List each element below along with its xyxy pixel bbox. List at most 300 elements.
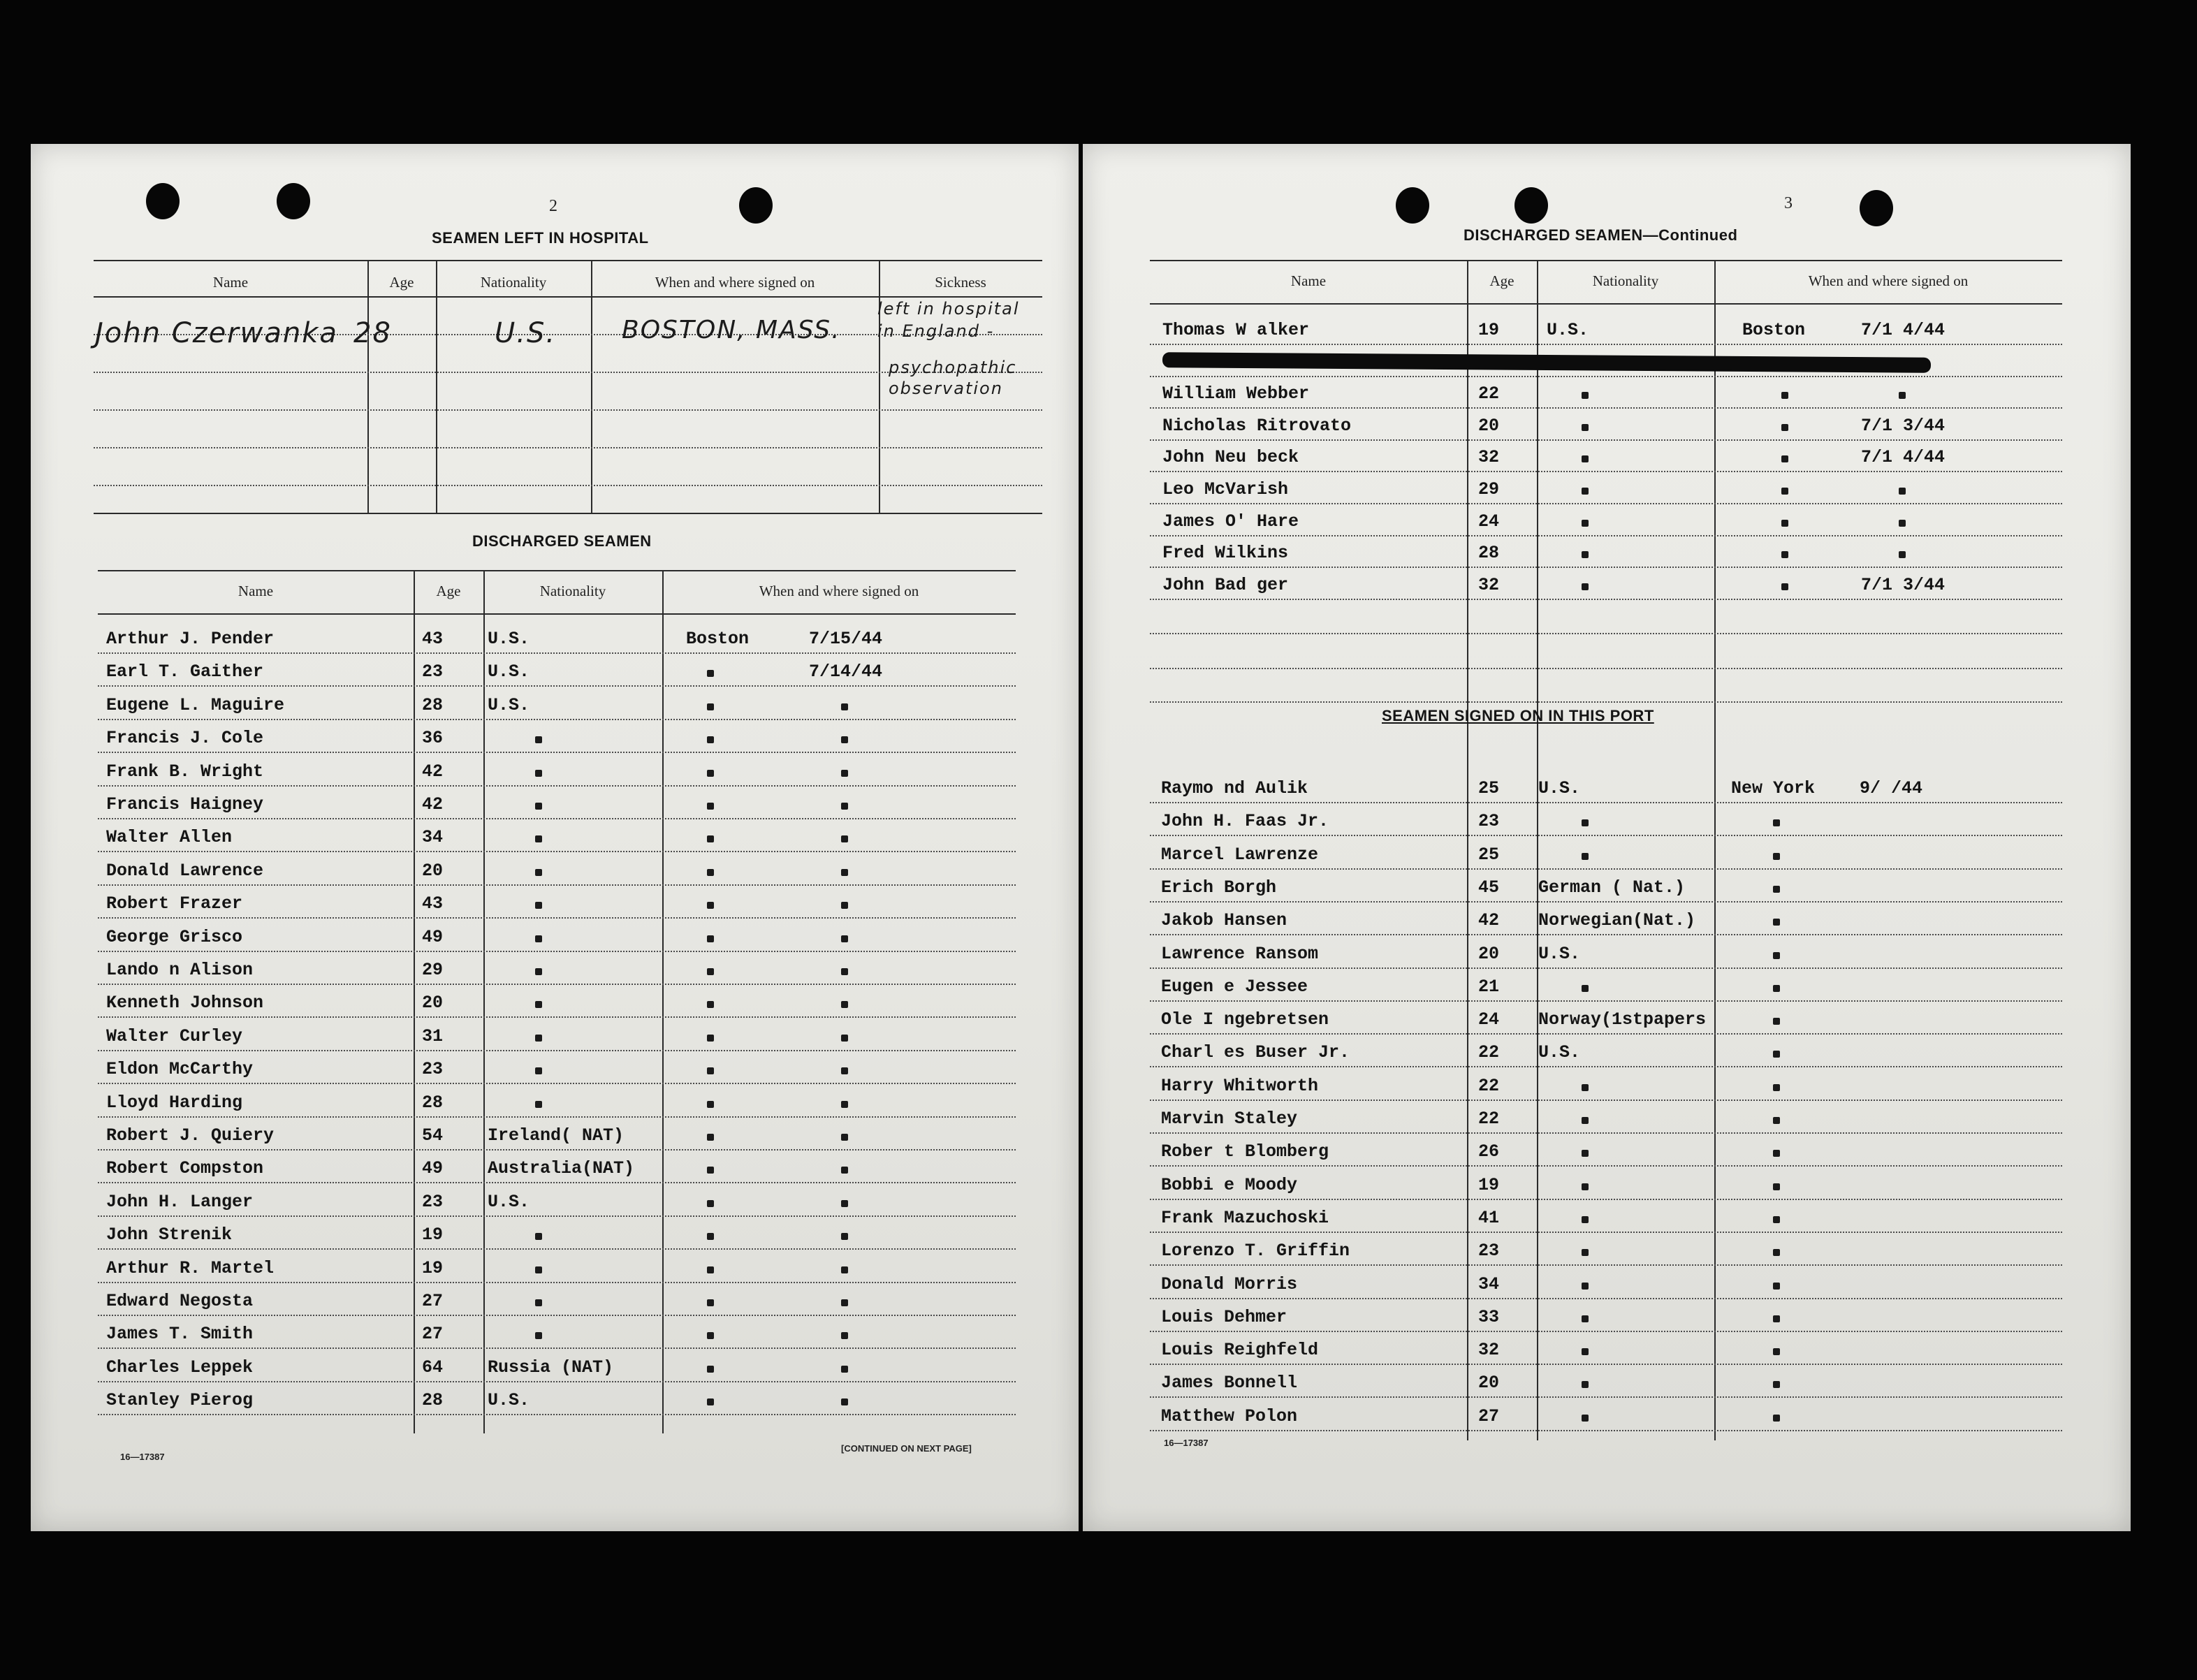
column-header: When and where signed on: [1808, 272, 1969, 289]
ditto-mark: [707, 1299, 714, 1306]
row-rule: [1150, 1033, 2062, 1035]
row-rule: [98, 917, 1016, 919]
row-rule: [98, 1414, 1016, 1415]
seaman-age: 28: [422, 1092, 444, 1113]
row-rule: [1150, 471, 2062, 472]
ditto-mark: [707, 935, 714, 942]
ditto-mark: [707, 803, 714, 810]
seaman-age: 49: [422, 1158, 444, 1179]
seaman-name: Kenneth Johnson: [106, 993, 264, 1014]
ditto-mark: [1773, 919, 1780, 926]
seaman-name: Jakob Hansen: [1161, 910, 1287, 931]
discharged-section-title: DISCHARGED SEAMEN: [472, 532, 652, 550]
ditto-mark: [535, 1332, 542, 1339]
ditto-mark: [535, 1233, 542, 1240]
row-rule: [1150, 599, 2062, 600]
column-header: When and where signed on: [759, 583, 919, 599]
ditto-mark: [1582, 1117, 1589, 1124]
seaman-name: Eugen e Jessee: [1161, 976, 1308, 997]
seaman-age: 29: [1478, 479, 1500, 499]
seaman-name: James T. Smith: [106, 1324, 254, 1345]
row-rule: [98, 1381, 1016, 1382]
punch-hole: [739, 187, 773, 224]
seaman-nationality: U.S.: [488, 1390, 530, 1411]
seaman-age: 64: [422, 1357, 444, 1378]
seaman-name: Eugene L. Maguire: [106, 694, 285, 715]
ditto-mark: [1773, 853, 1780, 860]
seaman-age: 54: [422, 1125, 444, 1146]
ditto-mark: [1582, 520, 1589, 527]
seaman-name: Raymo nd Aulik: [1161, 778, 1308, 798]
ditto-mark: [841, 935, 848, 942]
seaman-age: 25: [1478, 844, 1500, 865]
ditto-mark: [841, 1233, 848, 1240]
row-rule: [98, 1016, 1016, 1018]
punch-hole: [277, 183, 310, 219]
row-rule: [1150, 967, 2062, 969]
ditto-mark: [1773, 1216, 1780, 1223]
row-rule: [98, 1282, 1016, 1283]
column-header: Sickness: [935, 274, 986, 291]
ditto-mark: [1582, 1084, 1589, 1091]
ditto-mark: [1582, 1249, 1589, 1256]
seaman-nationality: U.S.: [488, 629, 530, 649]
ditto-mark: [535, 1266, 542, 1273]
ditto-mark: [1781, 520, 1788, 527]
seaman-age: 28: [422, 1390, 444, 1411]
ditto-mark: [841, 1001, 848, 1008]
punch-hole: [1396, 187, 1429, 224]
ditto-mark: [841, 869, 848, 876]
seaman-age: 23: [1478, 1241, 1500, 1262]
seaman-age: 32: [1478, 447, 1500, 468]
seaman-name: Erich Borgh: [1161, 877, 1277, 898]
row-rule: [98, 1182, 1016, 1183]
seaman-name: Walter Curley: [106, 1025, 243, 1046]
ditto-mark: [1773, 1315, 1780, 1322]
ditto-mark: [1582, 488, 1589, 495]
seaman-name: Robert Compston: [106, 1158, 264, 1179]
row-rule: [98, 1116, 1016, 1118]
ditto-mark: [1781, 455, 1788, 462]
seaman-nationality: U.S.: [488, 1191, 530, 1212]
hospital-entry-age: 28: [353, 317, 392, 349]
row-rule: [94, 409, 1042, 411]
ditto-mark: [707, 835, 714, 842]
seaman-age: 31: [422, 1025, 444, 1046]
ditto-mark: [1582, 583, 1589, 590]
seaman-age: 29: [422, 960, 444, 980]
signed-on-date: 7/14/44: [809, 662, 883, 682]
ditto-mark: [1773, 1084, 1780, 1091]
punch-hole: [1860, 190, 1893, 226]
row-rule: [98, 785, 1016, 787]
seaman-age: 20: [422, 993, 444, 1014]
ditto-mark: [1582, 985, 1589, 992]
discharged-cont-title: DISCHARGED SEAMEN—Continued: [1464, 226, 1738, 244]
seaman-age: 19: [1478, 1174, 1500, 1195]
column-divider: [414, 570, 415, 1433]
ditto-mark: [841, 835, 848, 842]
ditto-mark: [535, 835, 542, 842]
row-rule: [1150, 1364, 2062, 1365]
seaman-age: 22: [1478, 1042, 1500, 1063]
column-header: Nationality: [539, 583, 606, 599]
ditto-mark: [1582, 1348, 1589, 1355]
form-code: 16—17387: [1164, 1438, 1209, 1448]
seaman-nationality: Norway(1stpapers: [1538, 1009, 1707, 1030]
seaman-age: 34: [1478, 1273, 1500, 1294]
row-rule: [1150, 344, 2062, 345]
column-header: Name: [238, 583, 274, 599]
row-rule: [1150, 901, 2062, 903]
row-rule: [1150, 1264, 2062, 1266]
ditto-mark: [535, 1001, 542, 1008]
hospital-entry-name: John Czerwanka: [95, 317, 338, 349]
column-header: Age: [436, 583, 461, 599]
seaman-nationality: German ( Nat.): [1538, 877, 1686, 898]
column-header: Age: [1489, 272, 1514, 289]
row-rule: [1150, 535, 2062, 536]
ditto-mark: [1773, 1415, 1780, 1422]
row-rule: [1150, 1199, 2062, 1200]
ditto-mark: [1773, 1051, 1780, 1058]
sickness-line: observation: [889, 379, 1003, 398]
table-rule: [94, 260, 1042, 261]
seaman-name: Robert J. Quiery: [106, 1125, 275, 1146]
seaman-nationality: U.S.: [1538, 943, 1581, 964]
seaman-name: William Webber: [1162, 384, 1310, 404]
seaman-age: 23: [1478, 811, 1500, 832]
table-rule: [1150, 260, 2062, 261]
column-divider: [662, 570, 664, 1433]
ditto-mark: [707, 1233, 714, 1240]
seaman-name: John H. Faas Jr.: [1161, 811, 1329, 832]
seaman-name: Donald Lawrence: [106, 860, 264, 881]
ditto-mark: [707, 1167, 714, 1174]
seaman-name: Charl es Buser Jr.: [1161, 1042, 1350, 1063]
seaman-age: 23: [422, 1191, 444, 1212]
row-rule: [98, 752, 1016, 753]
sickness-line: psychopathic: [889, 358, 1017, 377]
seaman-name: Arthur R. Martel: [106, 1257, 275, 1278]
seaman-age: 19: [422, 1225, 444, 1246]
seaman-age: 41: [1478, 1207, 1500, 1228]
ditto-mark: [1899, 551, 1906, 558]
seaman-age: 24: [1478, 511, 1500, 532]
ditto-mark: [1781, 551, 1788, 558]
seaman-name: Robert Frazer: [106, 893, 243, 914]
ditto-mark: [1582, 551, 1589, 558]
ditto-mark: [707, 1101, 714, 1108]
seaman-name: Walter Allen: [106, 827, 233, 848]
row-rule: [1150, 1132, 2062, 1134]
ditto-mark: [1773, 1348, 1780, 1355]
row-rule: [94, 447, 1042, 448]
ditto-mark: [841, 902, 848, 909]
seaman-age: 20: [422, 860, 444, 881]
seaman-age: 19: [422, 1257, 444, 1278]
ditto-mark: [1781, 424, 1788, 431]
ditto-mark: [1781, 392, 1788, 399]
signed-on-date: 7/1 4/44: [1861, 447, 1946, 468]
ditto-mark: [1773, 952, 1780, 959]
ditto-mark: [535, 902, 542, 909]
seaman-name: Arthur J. Pender: [106, 629, 275, 649]
seaman-age: 33: [1478, 1306, 1500, 1327]
seaman-age: 43: [422, 629, 444, 649]
column-divider: [436, 408, 437, 513]
seaman-nationality: U.S.: [488, 662, 530, 682]
column-header: Name: [212, 274, 249, 291]
ditto-mark: [841, 803, 848, 810]
ditto-mark: [1582, 1415, 1589, 1422]
row-rule: [98, 652, 1016, 654]
signed-on-date: 7/1 3/44: [1861, 574, 1946, 595]
seaman-age: 23: [422, 662, 444, 682]
ditto-mark: [707, 869, 714, 876]
row-rule: [1150, 503, 2062, 504]
seaman-age: 20: [1478, 415, 1500, 436]
signed-on-section-title: SEAMEN SIGNED ON IN THIS PORT: [1382, 707, 1654, 724]
seaman-name: John Bad ger: [1162, 574, 1289, 595]
row-rule: [1150, 835, 2062, 836]
ditto-mark: [1773, 1183, 1780, 1190]
ditto-mark: [535, 770, 542, 777]
column-divider: [367, 408, 369, 513]
ditto-mark: [841, 1167, 848, 1174]
ditto-mark: [1582, 1315, 1589, 1322]
table-rule: [98, 613, 1016, 615]
seaman-name: Rober t Blomberg: [1161, 1141, 1329, 1162]
ditto-mark: [841, 1299, 848, 1306]
row-rule: [1150, 802, 2062, 803]
ditto-mark: [1582, 424, 1589, 431]
seaman-age: 27: [422, 1291, 444, 1311]
seaman-nationality: U.S.: [1538, 1042, 1581, 1063]
seaman-name: Leo McVarish: [1162, 479, 1289, 499]
seaman-age: 32: [1478, 1340, 1500, 1361]
sickness-line: in England -: [877, 321, 995, 341]
table-rule: [94, 296, 1042, 298]
ditto-mark: [707, 703, 714, 710]
seaman-name: Donald Morris: [1161, 1273, 1298, 1294]
seaman-name: Ole I ngebretsen: [1161, 1009, 1329, 1030]
row-rule: [98, 1149, 1016, 1151]
row-rule: [98, 884, 1016, 886]
punch-hole: [1514, 187, 1548, 224]
ditto-mark: [707, 1200, 714, 1207]
ditto-mark: [1773, 1249, 1780, 1256]
signed-on-place: New York: [1731, 778, 1816, 798]
row-rule: [98, 851, 1016, 852]
ditto-mark: [707, 1067, 714, 1074]
seaman-age: 43: [422, 893, 444, 914]
ditto-mark: [841, 1332, 848, 1339]
row-rule: [98, 818, 1016, 819]
seaman-age: 42: [422, 761, 444, 782]
seaman-name: James Bonnell: [1161, 1373, 1298, 1394]
ditto-mark: [841, 1134, 848, 1141]
ditto-mark: [1781, 488, 1788, 495]
ditto-mark: [707, 670, 714, 677]
seaman-name: John H. Langer: [106, 1191, 254, 1212]
ditto-mark: [535, 935, 542, 942]
ditto-mark: [841, 1101, 848, 1108]
column-divider: [483, 570, 485, 1433]
ditto-mark: [535, 1101, 542, 1108]
ditto-mark: [1773, 1018, 1780, 1025]
row-rule: [1150, 1232, 2062, 1233]
seaman-name: Marcel Lawrenze: [1161, 844, 1319, 865]
ditto-mark: [1773, 819, 1780, 826]
ditto-mark: [707, 770, 714, 777]
row-rule: [1150, 376, 2062, 377]
ditto-mark: [841, 1366, 848, 1373]
seaman-age: 24: [1478, 1009, 1500, 1030]
row-rule: [1150, 1066, 2062, 1067]
ditto-mark: [1773, 1283, 1780, 1290]
seaman-age: 28: [1478, 543, 1500, 564]
seaman-name: Earl T. Gaither: [106, 662, 264, 682]
row-rule: [1150, 1396, 2062, 1398]
seaman-age: 22: [1478, 1075, 1500, 1096]
ditto-mark: [1582, 1183, 1589, 1190]
seaman-name: Eldon McCarthy: [106, 1059, 254, 1080]
signed-on-date: 7/1 3/44: [1861, 415, 1946, 436]
table-rule: [98, 570, 1016, 571]
column-header: Nationality: [1592, 272, 1659, 289]
seaman-name: Thomas W alker: [1162, 320, 1310, 340]
ditto-mark: [841, 968, 848, 975]
ditto-mark: [841, 1200, 848, 1207]
ditto-mark: [535, 736, 542, 743]
seaman-name: Nicholas Ritrovato: [1162, 415, 1352, 436]
seaman-age: 42: [422, 794, 444, 815]
ditto-mark: [841, 770, 848, 777]
ditto-mark: [1582, 853, 1589, 860]
ditto-mark: [1781, 583, 1788, 590]
seaman-name: Fred Wilkins: [1162, 543, 1289, 564]
seaman-name: Marvin Staley: [1161, 1109, 1298, 1129]
seaman-age: 27: [422, 1324, 444, 1345]
row-rule: [1150, 567, 2062, 568]
table-rule: [94, 513, 1042, 514]
ditto-mark: [1899, 392, 1906, 399]
hospital-entry-signed-on: BOSTON, MASS.: [622, 316, 841, 344]
row-rule: [1150, 1331, 2062, 1332]
seaman-name: Louis Dehmer: [1161, 1306, 1287, 1327]
ditto-mark: [1773, 985, 1780, 992]
seaman-name: Frank Mazuchoski: [1161, 1207, 1329, 1228]
seaman-age: 45: [1478, 877, 1500, 898]
seaman-name: Louis Reighfeld: [1161, 1340, 1319, 1361]
seaman-name: Matthew Polon: [1161, 1405, 1298, 1426]
seaman-age: 28: [422, 694, 444, 715]
right-page: [1083, 144, 2131, 1531]
seaman-age: 20: [1478, 943, 1500, 964]
column-divider: [1467, 738, 1468, 1440]
hospital-section-title: SEAMEN LEFT IN HOSPITAL: [432, 229, 649, 247]
ditto-mark: [1582, 1150, 1589, 1157]
row-rule: [98, 719, 1016, 720]
seaman-age: 32: [1478, 574, 1500, 595]
column-header: Age: [389, 274, 414, 291]
ditto-mark: [1582, 1216, 1589, 1223]
seaman-name: James O' Hare: [1162, 511, 1299, 532]
row-rule: [1150, 633, 2062, 634]
seaman-nationality: U.S.: [1538, 778, 1581, 798]
seaman-nationality: Norwegian(Nat.): [1538, 910, 1696, 931]
column-header: Name: [1290, 272, 1327, 289]
signed-on-date: 7/1 4/44: [1861, 320, 1946, 340]
row-rule: [98, 1347, 1016, 1349]
ditto-mark: [1773, 886, 1780, 893]
ditto-mark: [535, 803, 542, 810]
column-divider: [591, 408, 592, 513]
punch-hole: [146, 183, 180, 219]
ditto-mark: [1899, 520, 1906, 527]
row-rule: [98, 1215, 1016, 1217]
column-divider: [1714, 738, 1716, 1440]
seaman-age: 23: [422, 1059, 444, 1080]
ditto-mark: [707, 1398, 714, 1405]
ditto-mark: [707, 1266, 714, 1273]
column-divider: [879, 408, 880, 513]
ditto-mark: [1582, 819, 1589, 826]
seaman-nationality: Australia(NAT): [488, 1158, 635, 1179]
ditto-mark: [1773, 1150, 1780, 1157]
ditto-mark: [535, 1035, 542, 1042]
seaman-name: Lloyd Harding: [106, 1092, 243, 1113]
seaman-age: 21: [1478, 976, 1500, 997]
seaman-name: Lawrence Ransom: [1161, 943, 1319, 964]
ditto-mark: [707, 736, 714, 743]
ditto-mark: [535, 1067, 542, 1074]
signed-on-place: Boston: [1742, 320, 1806, 340]
column-header: When and where signed on: [655, 274, 815, 291]
row-rule: [1150, 1165, 2062, 1167]
row-rule: [98, 951, 1016, 952]
seaman-nationality: U.S.: [1547, 320, 1589, 340]
row-rule: [98, 1083, 1016, 1084]
ditto-mark: [1582, 392, 1589, 399]
ditto-mark: [841, 1035, 848, 1042]
ditto-mark: [535, 1299, 542, 1306]
ditto-mark: [1582, 1283, 1589, 1290]
ditto-mark: [1773, 1381, 1780, 1388]
seaman-age: 34: [422, 827, 444, 848]
seaman-name: Harry Whitworth: [1161, 1075, 1319, 1096]
ditto-mark: [841, 736, 848, 743]
ditto-mark: [707, 1366, 714, 1373]
signed-on-date: 9/ /44: [1860, 778, 1923, 798]
seaman-age: 49: [422, 926, 444, 947]
ditto-mark: [841, 1398, 848, 1405]
ditto-mark: [707, 968, 714, 975]
ditto-mark: [535, 968, 542, 975]
seaman-nationality: Ireland( NAT): [488, 1125, 625, 1146]
row-rule: [98, 1315, 1016, 1316]
ditto-mark: [707, 1001, 714, 1008]
seaman-name: Lando n Alison: [106, 960, 254, 980]
page-number: 3: [1784, 194, 1793, 212]
seaman-name: Charles Leppek: [106, 1357, 254, 1378]
column-divider: [1537, 738, 1538, 1440]
seaman-name: John Neu beck: [1162, 447, 1299, 468]
seaman-age: 22: [1478, 384, 1500, 404]
row-rule: [1150, 407, 2062, 409]
